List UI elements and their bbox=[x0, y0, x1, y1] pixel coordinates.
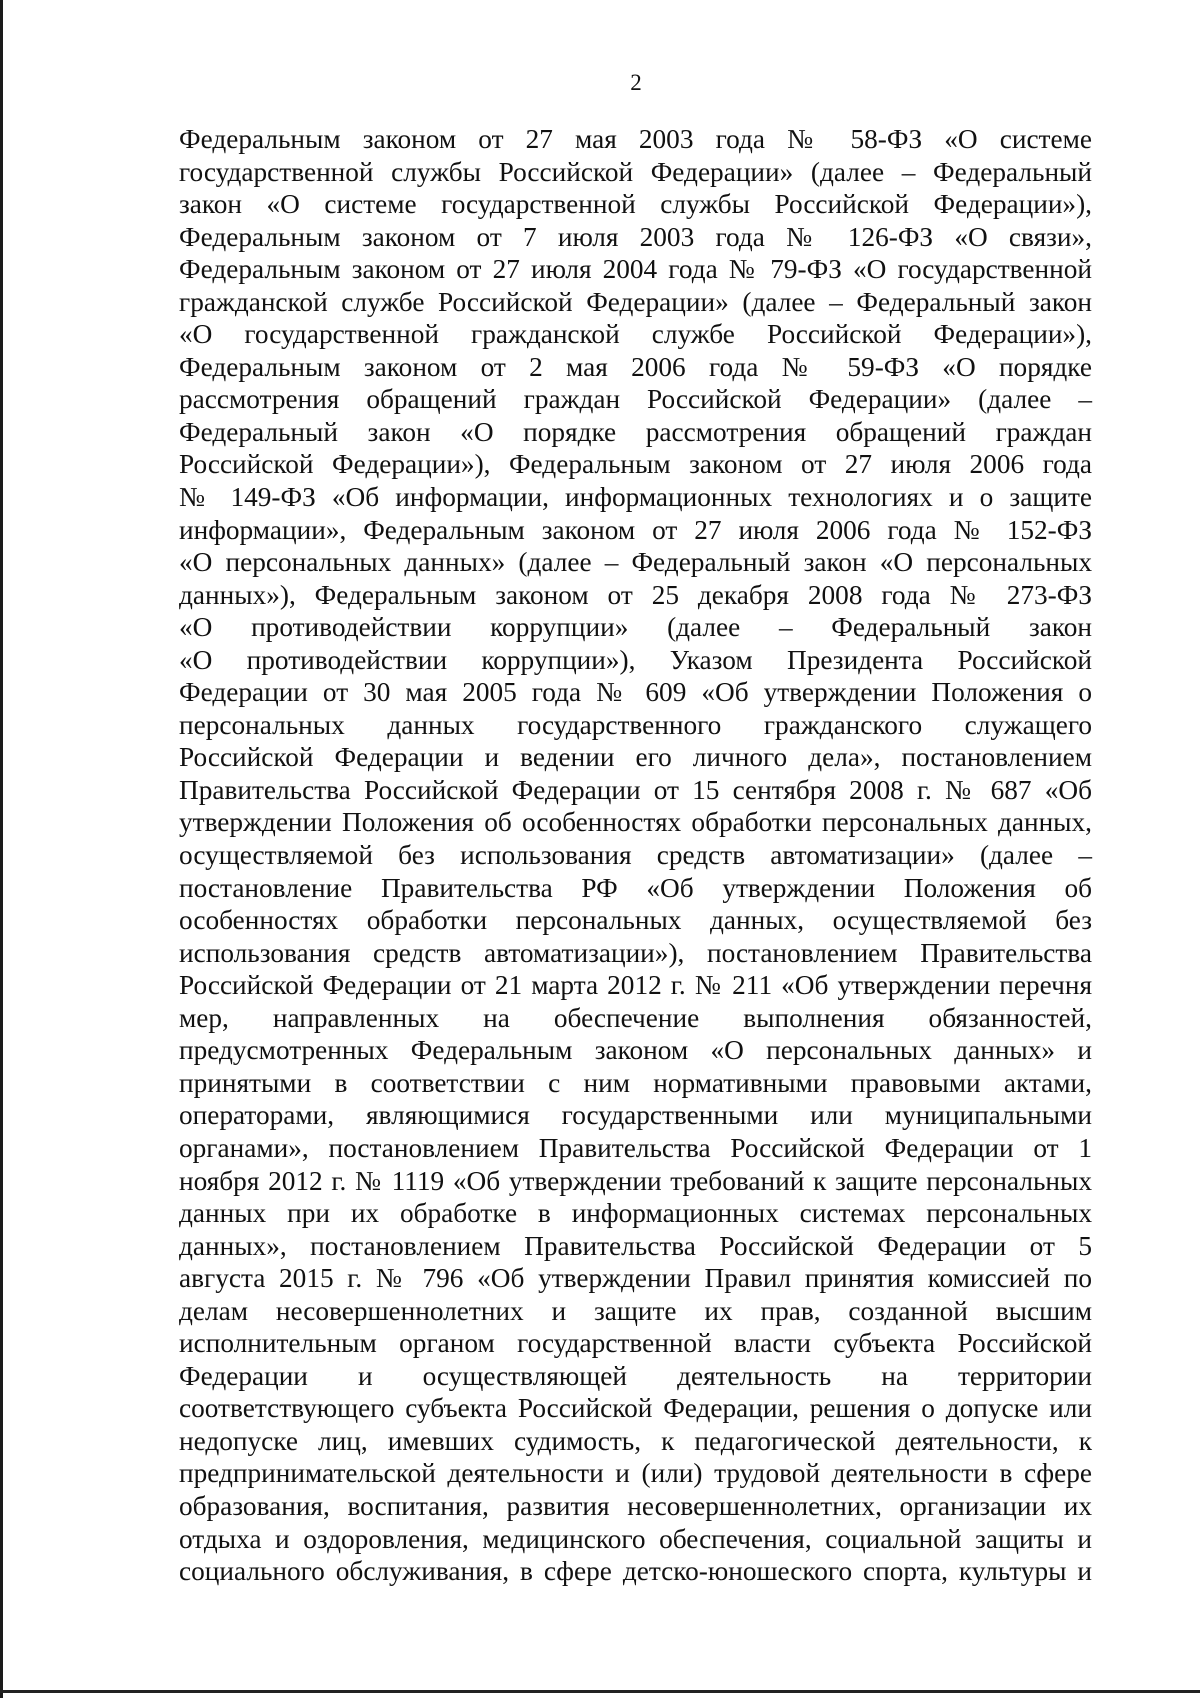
text-line: Федеральным законом от 27 мая 2003 года № 58-ФЗ «О системе bbox=[179, 124, 1092, 154]
text-line: отдыха и оздоровления, медицинского обеспечения, социальной защиты и bbox=[179, 1523, 1092, 1554]
text-line: особенностях обработки персональных данных, осуществляемой без bbox=[179, 905, 1092, 936]
text-line: ноября 2012 г. № 1119 «Об утверждении требований к защите персональных bbox=[179, 1165, 1092, 1196]
text-line: Федерации от 30 мая 2005 года № 609 «Об утверждении Положения о bbox=[179, 677, 1092, 708]
text-line: Российской Федерации и ведении его личного дела», постановлением bbox=[179, 742, 1092, 773]
text-line: Федерации и осуществляющей деятельность на территории bbox=[179, 1360, 1092, 1391]
text-line: гражданской службе Российской Федерации» (далее – Федеральный закон bbox=[179, 286, 1092, 317]
text-line: «О противодействии коррупции» (далее – Федеральный закон bbox=[179, 612, 1092, 643]
text-line: информации», Федеральным законом от 27 июля 2006 года № 152-ФЗ bbox=[179, 514, 1092, 545]
text-line: персональных данных государственного гражданского служащего bbox=[179, 709, 1092, 740]
text-line: предпринимательской деятельности и (или) трудовой деятельности в сфере bbox=[179, 1458, 1092, 1489]
page-number: 2 bbox=[630, 70, 642, 95]
text-line: органами», постановлением Правительства Российской Федерации от 1 bbox=[179, 1132, 1092, 1163]
text-line: постановление Правительства РФ «Об утверждении Положения об bbox=[179, 872, 1092, 903]
text-line: использования средств автоматизации»), постановлением Правительства bbox=[179, 937, 1092, 968]
text-line: «О противодействии коррупции»), Указом Президента Российской bbox=[179, 644, 1092, 675]
scan-edge-bottom bbox=[0, 1690, 1200, 1693]
text-line: исполнительным органом государственной власти субъекта Российской bbox=[179, 1328, 1092, 1359]
text-line: мер, направленных на обеспечение выполнения обязанностей, bbox=[179, 1002, 1092, 1033]
text-line: закон «О системе государственной службы Российской Федерации»), bbox=[179, 189, 1092, 220]
text-line: «О государственной гражданской службе Российской Федерации»), bbox=[179, 319, 1092, 350]
text-line: принятыми в соответствии с ним нормативными правовыми актами, bbox=[179, 1067, 1092, 1098]
text-line: Правительства Российской Федерации от 15 сентября 2008 г. № 687 «Об bbox=[179, 774, 1092, 805]
text-line: № 149-ФЗ «Об информации, информационных технологиях и о защите bbox=[179, 482, 1092, 513]
text-line: рассмотрения обращений граждан Российской Федерации» (далее – bbox=[179, 384, 1092, 415]
text-line: операторами, являющимися государственными или муниципальными bbox=[179, 1100, 1092, 1131]
text-line: Федеральным законом от 7 июля 2003 года № 126-ФЗ «О связи», bbox=[179, 221, 1092, 252]
text-line: осуществляемой без использования средств автоматизации» (далее – bbox=[179, 840, 1092, 871]
text-line: недопуске лиц, имевших судимость, к педагогической деятельности, к bbox=[179, 1425, 1092, 1456]
text-line: Федеральный закон «О порядке рассмотрения обращений граждан bbox=[179, 416, 1092, 447]
text-line: делам несовершеннолетних и защите их прав, созданной высшим bbox=[179, 1295, 1092, 1326]
text-line: данных»), Федеральным законом от 25 декабря 2008 года № 273-ФЗ bbox=[179, 579, 1092, 610]
text-line: Российской Федерации от 21 марта 2012 г. № 211 «Об утверждении перечня bbox=[179, 970, 1092, 1001]
text-line: утверждении Положения об особенностях обработки персональных данных, bbox=[179, 807, 1092, 838]
text-line: Федеральным законом от 2 мая 2006 года № 59-ФЗ «О порядке bbox=[179, 351, 1092, 382]
text-line: данных при их обработке в информационных системах персональных bbox=[179, 1198, 1092, 1229]
text-line: августа 2015 г. № 796 «Об утверждении Правил принятия комиссией по bbox=[179, 1263, 1092, 1294]
text-line: Российской Федерации»), Федеральным законом от 27 июля 2006 года bbox=[179, 449, 1092, 480]
text-line: Федеральным законом от 27 июля 2004 года № 79-ФЗ «О государственной bbox=[179, 254, 1092, 285]
text-line: социального обслуживания, в сфере детско-юношеского спорта, культуры и bbox=[179, 1556, 1092, 1587]
text-line: «О персональных данных» (далее – Федеральный закон «О персональных bbox=[179, 547, 1092, 578]
text-line: предусмотренных Федеральным законом «О персональных данных» и bbox=[179, 1035, 1092, 1066]
text-line: данных», постановлением Правительства Российской Федерации от 5 bbox=[179, 1230, 1092, 1261]
text-line: соответствующего субъекта Российской Федерации, решения о допуске или bbox=[179, 1393, 1092, 1424]
body-text bbox=[179, 123, 1092, 1588]
text-line: образования, воспитания, развития несовершеннолетних, организации их bbox=[179, 1490, 1092, 1521]
text-line: государственной службы Российской Федерации» (далее – Федеральный bbox=[179, 156, 1092, 187]
scan-edge-left bbox=[0, 0, 3, 1698]
